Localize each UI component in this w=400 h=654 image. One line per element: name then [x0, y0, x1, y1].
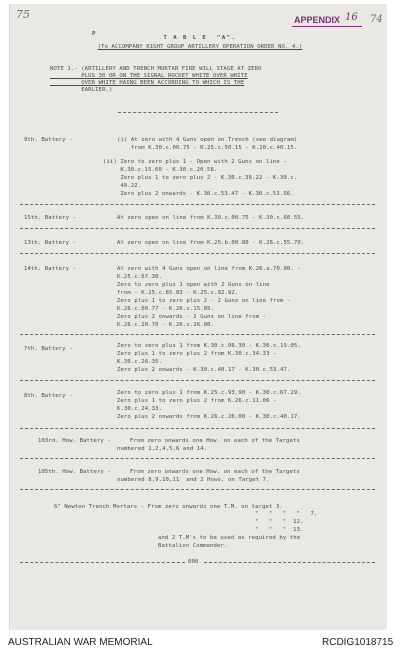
divider — [20, 253, 375, 254]
divider — [20, 380, 375, 381]
battery-label: 8th. Battery - — [24, 393, 73, 399]
battery-line: Zero plus 1 to zero plus 2 from K.30.c.34.33 - — [117, 351, 277, 357]
battery-line: Zero to zero plus 1 from K.30.c.06.30 - K.30.c.19.05. — [117, 343, 301, 349]
battery-line: At zero with 4 Guns open on line from K.26.a.70.00. - — [117, 266, 301, 272]
note-line: OVER WHITE HAING BEEN ACCORDING TO WHICH IS THE — [50, 80, 245, 86]
appendix-number: 16 — [345, 12, 358, 23]
battery-line: K.30.c.15.60 - K.30.c.20.58. — [103, 167, 218, 173]
appendix-underline — [292, 26, 362, 27]
battery-line: Zero plus 2 onwards from K.26.c.26.00 - K.30.c.40.17. — [117, 414, 301, 420]
battery-label: 7th. Battery - — [24, 346, 73, 352]
divider — [118, 112, 278, 113]
footer-catalogue-id: RCDIG1018715 — [322, 637, 394, 648]
corner-mark-right: 74 — [370, 14, 383, 25]
divider — [20, 334, 375, 335]
battery-line: K.25.c.67.30. — [117, 274, 163, 280]
corner-mark-left: 75 — [16, 8, 30, 21]
header-mark: P — [92, 31, 96, 37]
battery-line: 40.22. — [103, 183, 142, 189]
mortar-closing: and 2 T.M's to be used as required by the — [158, 535, 301, 541]
end-mark: 000 — [188, 559, 199, 565]
battery-label: 9th. Battery - — [24, 137, 73, 143]
footer-institution: AUSTRALIAN WAR MEMORIAL — [8, 637, 153, 648]
battery-line: Zero plus 1 to zero plus 2 - 2 Guns on line from - — [117, 298, 291, 304]
mortar-label: 6" Newton Trench Mortars - From zero onwards one T.M. on target 3. — [54, 504, 283, 510]
mortar-line: " " " " 7. — [255, 511, 318, 517]
battery-line: from - K.25.c.85.83 - K.25.c.92.92. — [117, 290, 239, 296]
battery-line: Zero plus 1 to zero plus 2 from K.26.c.11.06 - — [117, 398, 277, 404]
battery-line: Zero plus 2 onwards - K.30.c.53.47 - K.30.c.53.56. — [103, 191, 294, 197]
battery-line: from K.30.c.00.75 - K.25.c.50.15 - K.20.c.40.15. — [117, 145, 298, 151]
table-subtitle: (To ACCOMPANY RIGHT GROUP ARTILLERY OPERATION ORDER NO. 4.) — [97, 44, 303, 50]
divider — [20, 458, 375, 459]
mortar-line: " " " 13. — [255, 527, 304, 533]
battery-line: K.30.c.26.35. — [117, 359, 163, 365]
battery-line: K.26.c.00.77 - K.26.c.15.05. — [117, 306, 215, 312]
battery-label: 15th. Battery - — [24, 215, 77, 221]
battery-line: numbered 8,9,10,11 and 2 Hows. on Target 7. — [117, 477, 270, 483]
divider — [20, 489, 375, 490]
battery-line: At zero open on line from K.30.c.00.75 - K.30.c.60.55. — [117, 215, 305, 221]
appendix-label: APPENDIX — [294, 15, 341, 25]
archive-footer — [0, 630, 400, 654]
divider — [20, 204, 375, 205]
battery-line: (i) At zero with 4 Guns open on Trench (see diagram) — [117, 137, 298, 143]
battery-label: 13th. Battery - — [24, 240, 77, 246]
battery-line: K.30.c.24.33. — [117, 406, 163, 412]
note-line: PLUS 30 OR ON THE SIGNAL ROCKET WHITE OVER WHITE — [50, 73, 248, 79]
battery-line: From zero onwards one How. on each of the Targets — [130, 469, 300, 475]
note-line: EARLIER.) — [50, 87, 113, 93]
table-title: T A B L E "A". — [163, 35, 237, 41]
battery-line: From zero onwards one How. on each of the Targets — [130, 438, 300, 444]
battery-label: 14th. Battery - — [24, 266, 77, 272]
battery-label: 105th. How. Battery - — [38, 469, 111, 475]
battery-line: Zero plus 1 to zero plus 2 - K.30.c.36.22 - K.30.c. — [103, 175, 298, 181]
divider — [20, 228, 375, 229]
end-rule — [20, 562, 185, 563]
battery-line: Zero to zero plus 1 open with 2 Guns on line — [117, 282, 270, 288]
mortar-line: " " " 12. — [255, 519, 304, 525]
battery-line: numbered 1,2,4,5,6 and 14. — [117, 446, 208, 452]
battery-line: (ii) Zero to zero plus 1 - Open with 2 Guns on line - — [103, 159, 287, 165]
battery-label: 103rd. How. Battery - — [38, 438, 111, 444]
battery-line: Zero to zero plus 1 from K.25.c.93.90 - K.30.c.67.29. — [117, 390, 301, 396]
end-rule — [204, 562, 375, 563]
battery-line: Zero plus 2 onwards - K.30.c.40.17 - K.30.c.53.47. — [117, 367, 291, 373]
note-line: NOTE 1.- (ARTILLERY AND TRENCH MORTAR FIRE WILL STAGE AT ZERO — [50, 66, 262, 72]
divider — [20, 428, 375, 429]
battery-line: At zero open on line from K.25.b.00.80 - K.26.c.55.70. — [117, 240, 305, 246]
battery-line: Zero plus 2 onwards - 2 Guns on line from - — [117, 314, 267, 320]
mortar-closing: Battalion Commander. — [158, 543, 228, 549]
battery-line: K.26.c.20.70 - K.26.c.26.80. — [117, 322, 215, 328]
